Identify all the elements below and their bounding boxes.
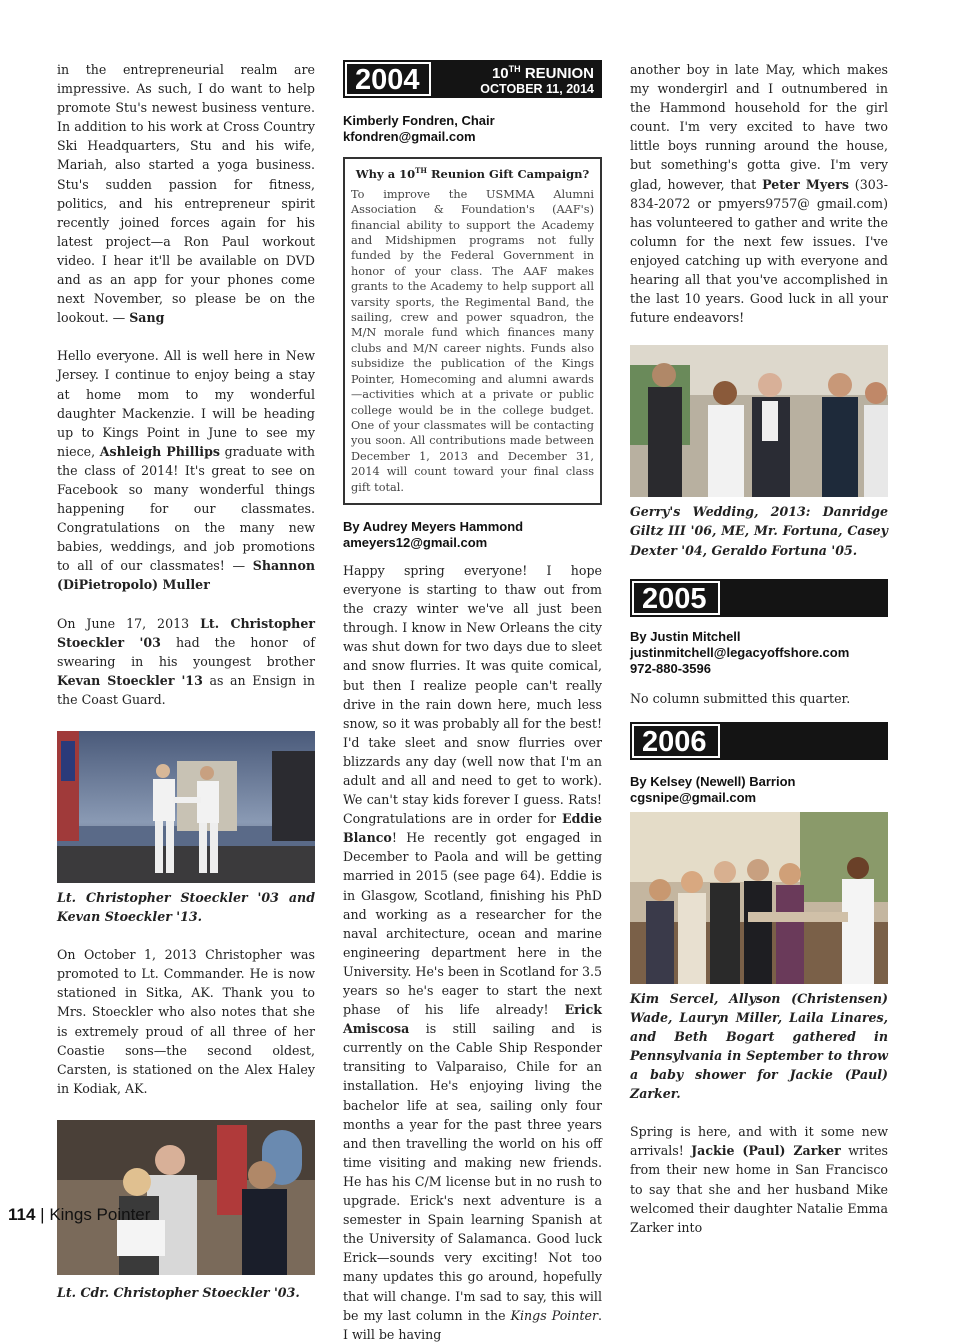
reunion-title: 10TH REUNION [491, 64, 594, 82]
photo-baby-shower [630, 812, 888, 984]
page-footer [8, 1205, 150, 1225]
photo-wedding [630, 345, 888, 497]
reunion-date: OCTOBER 11, 2014 [480, 82, 594, 96]
column-1 [57, 60, 315, 1302]
paragraph-stu: in the entrepreneurial realm are impressive. As such, I do want to help promote Stu's newest business venture. In addition to his work at Cross Country Ski Headquarters, Stu and his wife, Mariah, also started a yoga business. Stu's sudden passion for fitness, politics, and his entrepreneur spirit recently joined forces again for his latest project—a Ron Paul workout video. I hear it'll be available on DVD and as an app for your phones come next November, so please be on the lookout. — Sang [57, 62, 315, 326]
byline-2005-email: justinmitchell@legacyoffshore.com [630, 644, 850, 660]
paragraph-promotion: On October 1, 2013 Christopher was promoted to Lt. Commander. He is now stationed in Sitka, AK. Thank you to Mrs. Stoeckler who also notes that she is extremely proud of all three of her Coastie sons—the second oldest, Carsten, is stationed on the Alex Haley in Kodiak, AK. [57, 947, 315, 1096]
chair-email: kfondren@gmail.com [343, 129, 476, 144]
reunion-gift-box-title: Why a 10TH Reunion Gift Campaign? [355, 166, 590, 181]
byline-2006-email: cgsnipe@gmail.com [630, 789, 757, 805]
class-2004-chair [343, 113, 602, 145]
class-year-2004: 2004 [345, 62, 431, 96]
publication-name: Kings Pointer [49, 1205, 151, 1224]
byline-2005-phone: 972-880-3596 [630, 660, 711, 676]
byline-name: By Audrey Meyers Hammond [343, 518, 524, 534]
reunion-gift-campaign-box [343, 157, 602, 505]
no-column-notice: No column submitted this quarter. [630, 690, 851, 706]
photo-wedding-caption: Gerry's Wedding, 2013: Danridge Giltz III '06, ME, Mr. Fortuna, Casey Dexter '04, Geraldo Fortuna '05. [630, 504, 888, 558]
class-year-2005: 2005 [632, 581, 720, 615]
byline-email: ameyers12@gmail.com [343, 534, 488, 550]
class-2006-byline [630, 774, 888, 806]
paragraph-stoeckler-swearing: On June 17, 2013 Lt. Christopher Stoeckler '03 had the honor of swearing in his youngest brother Kevan Stoeckler '13 as an Ensign in the Coast Guard. [57, 615, 316, 707]
paragraph-audrey: Happy spring everyone! I hope everyone is starting to thaw out from the crazy winter we've all just been through. I know in New Orleans the city was shut down for two days due to sleet and snow flurries. It was quite comical, but then I realize people can't really drive in the rain down here, much less snow, so it was probably all for the best! I'd take sleet and snow flurries over blizzards any day (well now that I'm an adult and all and need to get to work). We can't stay kids forever I guess. Rats! Congratulations are in order for Eddie Blanco! He recently got engaged in December to Paola and will be getting married in 2015 (see page 64). Eddie is in Glasgow, Scotland, finishing his PhD and working as a researcher for the naval architecture, ocean and marine engineering department here in the University. He's been in Scotland for 3.5 years so he's eager to start the next phase of his life already! Erick Amiscosa is still sailing and is currently on the Cable Ship Responder transiting to Valparaiso, Chile for an installation. He's enjoying living the bachelor life at sea, sailing only four months a year for the past three years and then travelling the world on his off time visiting and making new friends. He has his C/M license but in no rush to upgrade. Erick's next adventure is a semester in Spain learning Spanish at the University of Salamanca. Good luck Erick—sounds very exciting! Not too many updates this go around, hopefully that will change. I'm sad to say, this will be my last column in the Kings Pointer. I will be having [343, 562, 602, 1342]
class-2004-header [343, 60, 602, 98]
class-2005-header [630, 579, 888, 617]
class-2006-header [630, 722, 888, 760]
reunion-banner [480, 61, 594, 97]
page-number: 114 [8, 1205, 36, 1224]
paragraph-jackie: Spring is here, and with it some new arrivals! Jackie (Paul) Zarker writes from their new home in San Francisco to say that she and her husband Mike welcomed their daughter Natalie Emma Zarker into [630, 1124, 888, 1235]
footer-separator: | [35, 1205, 50, 1224]
column-2 [343, 60, 602, 1344]
byline-2006-name: By Kelsey (Newell) Barrion [630, 773, 796, 789]
byline-2005-name: By Justin Mitchell [630, 628, 741, 644]
photo-promotion [57, 1120, 315, 1275]
class-2005-byline [630, 629, 888, 677]
chair-name: Kimberly Fondren, Chair [343, 113, 495, 128]
column-3 [630, 60, 888, 1237]
photo-swearing-in [57, 731, 315, 883]
paragraph-shannon: Hello everyone. All is well here in New Jersey. I continue to enjoy being a stay at home mom to my wonderful daughter Mackenzie. I will be heading up to Kings Point in June to see my niece, Ashleigh Phillips graduate with the class of 2014! It's great to see on Facebook so many wonderful things happening for our classmates. Congratulations on the many new babies, weddings, and job promotions to all of our classmates! — Shannon (DiPietropolo) Muller [57, 348, 315, 593]
reunion-gift-box-text: To improve the USMMA Alumni Association & Foundation's (AAF's) financial ability to support the Academy and Midshipmen programs not fully funded by the Federal Government in honor of your class. The AAF makes grants to the Academy to help support all varsity sports, the Regimental Band, the sailing, crew and power squadron, the M/N morale fund which finances many clubs and M/N career nights. Funds also subsidize the publication of the Kings Pointer, Homecoming and alumni awards—activities which at a private or public college would be in the college budget. One of your classmates will be contacting you soon. All contributions made between December 1, 2013 and December 31, 2014 will count toward your final class gift total. [351, 187, 594, 494]
class-2004-byline [343, 519, 602, 551]
photo-swearing-in-caption: Lt. Christopher Stoeckler '03 and Kevan Stoeckler '13. [57, 890, 315, 925]
photo-promotion-caption: Lt. Cdr. Christopher Stoeckler '03. [57, 1284, 300, 1300]
class-year-2006: 2006 [632, 724, 720, 758]
paragraph-audrey-continued: another boy in late May, which makes my wondergirl and I outnumbered in the Hammond household for the girl count. I'm very excited to have two little boys running around the house, but something's gotta give. I'm very glad, however, that Peter Myers (303-834-2072 or pmyers9757@ gmail.com) has volunteered to gather and write the column for the next few issues. I've enjoyed catching up with everyone and hearing all that you've accomplished in the last 10 years. Good luck in all your future endeavors! [630, 62, 888, 326]
photo-baby-shower-caption: Kim Sercel, Allyson (Christensen) Wade, Lauryn Miller, Laila Linares, and Beth Bogart gathered in Pennsylvania in September to throw a baby shower for Jackie (Paul) Zarker. [630, 990, 888, 1102]
